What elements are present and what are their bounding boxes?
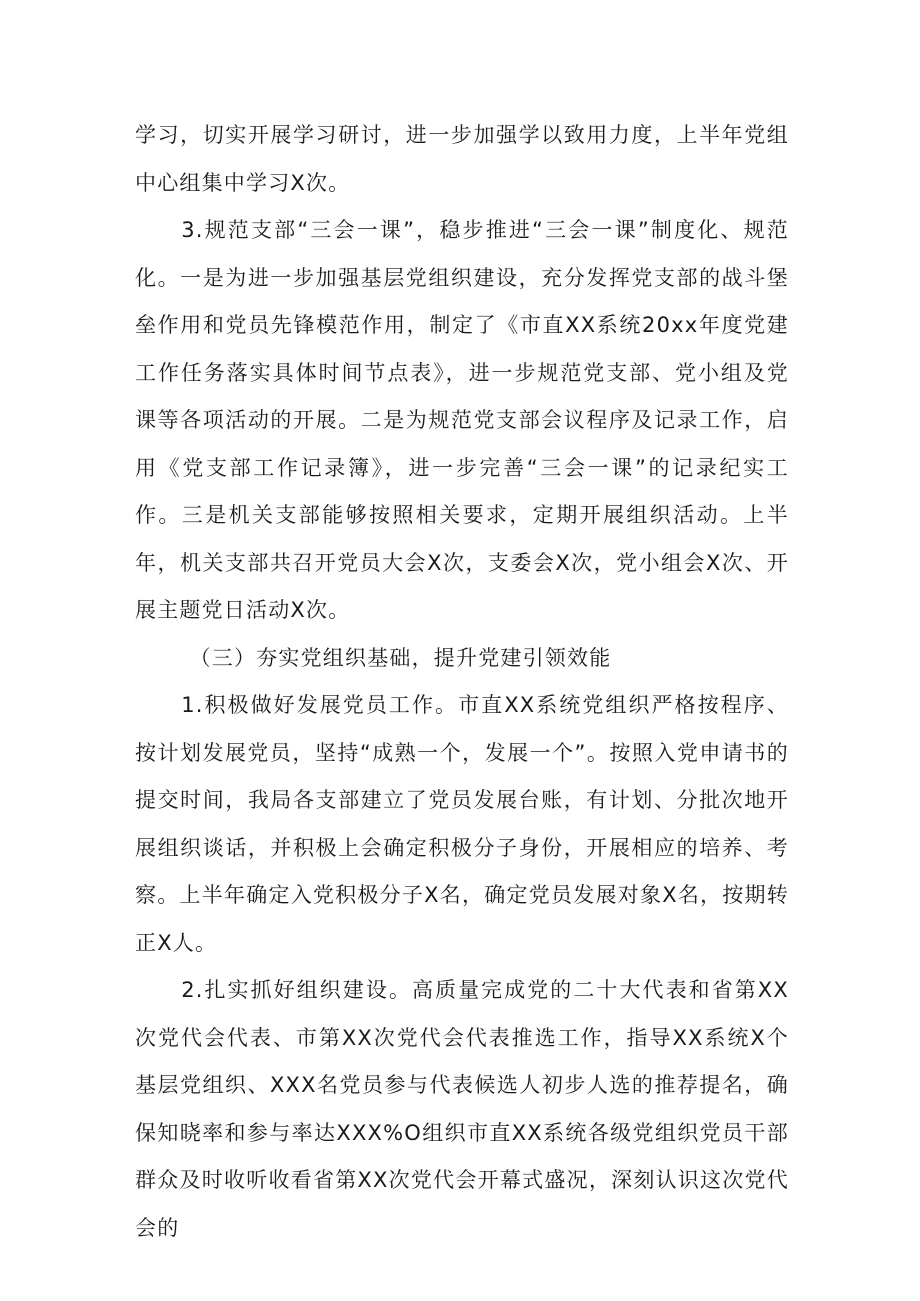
section-heading: （三）夯实党组织基础，提升党建引领效能 xyxy=(189,645,612,670)
document-body xyxy=(135,112,789,1252)
paragraph-continuation: 学习，切实开展学习研讨，进一步加强学以致用力度，上半年党组中心组集中学习X次。 xyxy=(135,123,789,195)
paragraph-three-meetings: 3.规范支部“三会一课”，稳步推进“三会一课”制度化、规范化。一是为进一步加强基层党组织建设，充分发挥党支部的战斗堡垒作用和党员先锋模范作用，制定了《市直XX系统20xx年度党建工作任务落实具体时间节点表》，进一步规范党支部、党小组及党课等各项活动的开展。二是为规范党支部会议程序及记录工作，启用《党支部工作记录簿》，进一步完善“三会一课”的记录纪实工作。三是机关支部能够按照相关要求，定期开展组织活动。上半年，机关支部共召开党员大会X次，支委会X次，党小组会X次、开展主题党日活动X次。 xyxy=(135,218,789,622)
paragraph-organization-building: 2.扎实抓好组织建设。高质量完成党的二十大代表和省第XX次党代会代表、市第XX次党代会代表推选工作，指导XX系统X个基层党组织、XXX名党员参与代表候选人初步人选的推荐提名，确保知晓率和参与率达XXX%O组织市直XX系统各级党组织党员干部群众及时收听收看省第XX次党代会开幕式盛况，深刻认识这次党代会的 xyxy=(135,978,789,1240)
paragraph-member-development: 1.积极做好发展党员工作。市直XX系统党组织严格按程序、按计划发展党员，坚持“成熟一个，发展一个”。按照入党申请书的提交时间，我局各支部建立了党员发展台账，有计划、分批次地开展组织谈话，并积极上会确定积极分子身份，开展相应的培养、考察。上半年确定入党积极分子X名，确定党员发展对象X名，按期转正X人。 xyxy=(135,693,789,955)
